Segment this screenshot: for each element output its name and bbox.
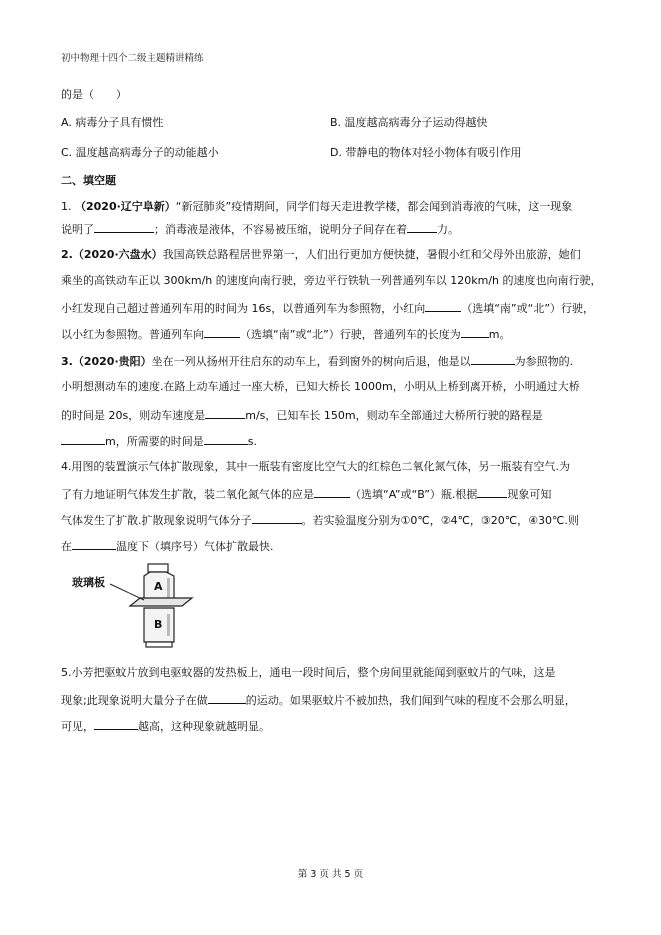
q5-text-2b: 的运动。如果驱蚊片不被加热，我们闻到气味的程度不会那么明显， bbox=[245, 694, 576, 707]
q2-blank-3[interactable] bbox=[461, 326, 489, 338]
q5-text-3b: 越高，这种现象就越明显。 bbox=[138, 720, 270, 733]
q4-line-2 bbox=[61, 486, 551, 502]
option-a: A. 病毒分子具有惯性 bbox=[61, 116, 164, 129]
q2-text-4b: （选填“南”或“北”）行驶，普通列车的长度为 bbox=[240, 328, 461, 341]
q2-line-3 bbox=[61, 300, 594, 316]
q4-blank-4[interactable] bbox=[72, 538, 116, 550]
q4-blank-1[interactable] bbox=[314, 486, 350, 498]
q2-text-4c: m。 bbox=[488, 328, 511, 341]
q3-number-source: 3.（2020·贵阳） bbox=[61, 355, 152, 368]
page-header: 初中物理十四个二级主题精讲精练 bbox=[61, 53, 204, 64]
q4-text-2a: 了有力地证明气体发生扩散，装二氧化氮气体的应是 bbox=[61, 488, 314, 501]
q3-blank-1[interactable] bbox=[471, 353, 515, 365]
q3-text-3b: m/s，已知车长 150m，则动车全部通过大桥所行驶的路程是 bbox=[245, 409, 543, 422]
q3-line-1 bbox=[61, 353, 573, 369]
q5-line-3 bbox=[61, 718, 270, 734]
option-b: B. 温度越高病毒分子运动得越快 bbox=[330, 116, 488, 129]
q2-text-4a: 以小红为参照物。普通列车向 bbox=[61, 328, 204, 341]
q2-blank-2[interactable] bbox=[204, 326, 240, 338]
q3-text-4a: m，所需要的时间是 bbox=[105, 435, 204, 448]
q1-source: （2020·辽宁阜新） bbox=[75, 200, 176, 213]
q2-line-4 bbox=[61, 326, 511, 342]
glass-plate bbox=[130, 598, 192, 606]
q2-blank-1[interactable] bbox=[425, 300, 461, 312]
q3-text-4b: s. bbox=[247, 435, 257, 448]
q4-line-4 bbox=[61, 538, 274, 554]
q4-text-4a: 在 bbox=[61, 540, 72, 553]
q3-text-3a: 的时间是 20s，则动车速度是 bbox=[61, 409, 206, 422]
q3-blank-2[interactable] bbox=[205, 407, 245, 419]
q4-text-2c: 现象可知 bbox=[507, 488, 552, 501]
diffusion-figure bbox=[70, 562, 200, 658]
q1-number: 1. bbox=[61, 200, 72, 213]
q1-line-2 bbox=[61, 221, 459, 237]
q5-text-3a: 可见， bbox=[61, 720, 94, 733]
q1-line-1 bbox=[61, 200, 572, 214]
q4-line-1: 4.用图的装置演示气体扩散现象，其中一瓶装有密度比空气大的红棕色二氧化氮气体，另一瓶装有空气.为 bbox=[61, 460, 570, 473]
q3-line-4 bbox=[61, 433, 257, 449]
bottle-a-label: A bbox=[154, 580, 163, 593]
bottle-b-label: B bbox=[154, 618, 163, 631]
q4-text-4b: 温度下（填序号）气体扩散最快. bbox=[116, 540, 274, 553]
q4-blank-2[interactable] bbox=[477, 486, 507, 498]
q1-text-b: ；消毒液是液体，不容易被压缩，说明分子间存在着 bbox=[154, 223, 407, 236]
q2-line-1 bbox=[61, 248, 581, 262]
q5-text-2a: 现象;此现象说明大量分子在做 bbox=[61, 694, 208, 707]
q1-text-c: 力。 bbox=[437, 223, 459, 236]
q5-blank-2[interactable] bbox=[94, 718, 138, 730]
q4-text-2b: （选填“A”或“B”）瓶.根据 bbox=[350, 488, 478, 501]
q2-number-source: 2.（2020·六盘水） bbox=[61, 248, 163, 261]
section-title: 二、填空题 bbox=[61, 174, 116, 187]
q1-text-a: 说明了 bbox=[61, 223, 94, 236]
q2-line-2: 乘坐的高铁动车正以 300km/h 的速度向南行驶，旁边平行铁轨一列普通列车以 120km/h 的速度也向南行驶， bbox=[61, 274, 602, 287]
glass-plate-label: 玻璃板 bbox=[72, 576, 105, 589]
q4-line-3 bbox=[61, 512, 579, 528]
q3-line-3 bbox=[61, 407, 543, 423]
page-footer: 第 3 页 共 5 页 bbox=[297, 869, 364, 880]
q4-text-3b: 。若实验温度分别为①0℃，②4℃，③20℃，④30℃.则 bbox=[301, 514, 579, 527]
q3-line-2: 小明想测动车的速度.在路上动车通过一座大桥，已知大桥长 1000m，小明从上桥到离开桥，小明通过大桥 bbox=[61, 380, 580, 393]
q3-text-1b: 为参照物的. bbox=[514, 355, 574, 368]
q3-blank-3[interactable] bbox=[61, 433, 105, 445]
q4-text-3a: 气体发生了扩散.扩散现象说明气体分子 bbox=[61, 514, 252, 527]
q2-text-1: 我国高铁总路程居世界第一，人们出行更加方便快捷，暑假小红和父母外出旅游，她们 bbox=[162, 248, 581, 261]
q5-line-2 bbox=[61, 692, 576, 708]
q1-blank-2[interactable] bbox=[407, 221, 437, 233]
prev-question-stem: 的是（ ） bbox=[61, 88, 127, 101]
q5-blank-1[interactable] bbox=[208, 692, 246, 704]
option-c: C. 温度越高病毒分子的动能越小 bbox=[61, 146, 219, 159]
option-d: D. 带静电的物体对轻小物体有吸引作用 bbox=[330, 146, 522, 159]
q2-text-3b: （选填“南”或“北”）行驶， bbox=[461, 302, 595, 315]
q1-blank-1[interactable] bbox=[94, 221, 154, 233]
q1-text: “新冠肺炎”疫情期间，同学们每天走进教学楼，都会闻到消毒液的气味，这一现象 bbox=[175, 200, 573, 213]
q4-blank-3[interactable] bbox=[252, 512, 302, 524]
q2-text-3: 小红发现自己超过普通列车用的时间为 16s，以普通列车为参照物，小红向 bbox=[61, 302, 426, 315]
q3-blank-4[interactable] bbox=[204, 433, 248, 445]
q5-line-1: 5.小芳把驱蚊片放到电驱蚊器的发热板上，通电一段时间后，整个房间里就能闻到驱蚊片的气味，这是 bbox=[61, 666, 556, 679]
q3-text-1: 坐在一列从扬州开往启东的动车上，看到窗外的树向后退，他是以 bbox=[151, 355, 471, 368]
